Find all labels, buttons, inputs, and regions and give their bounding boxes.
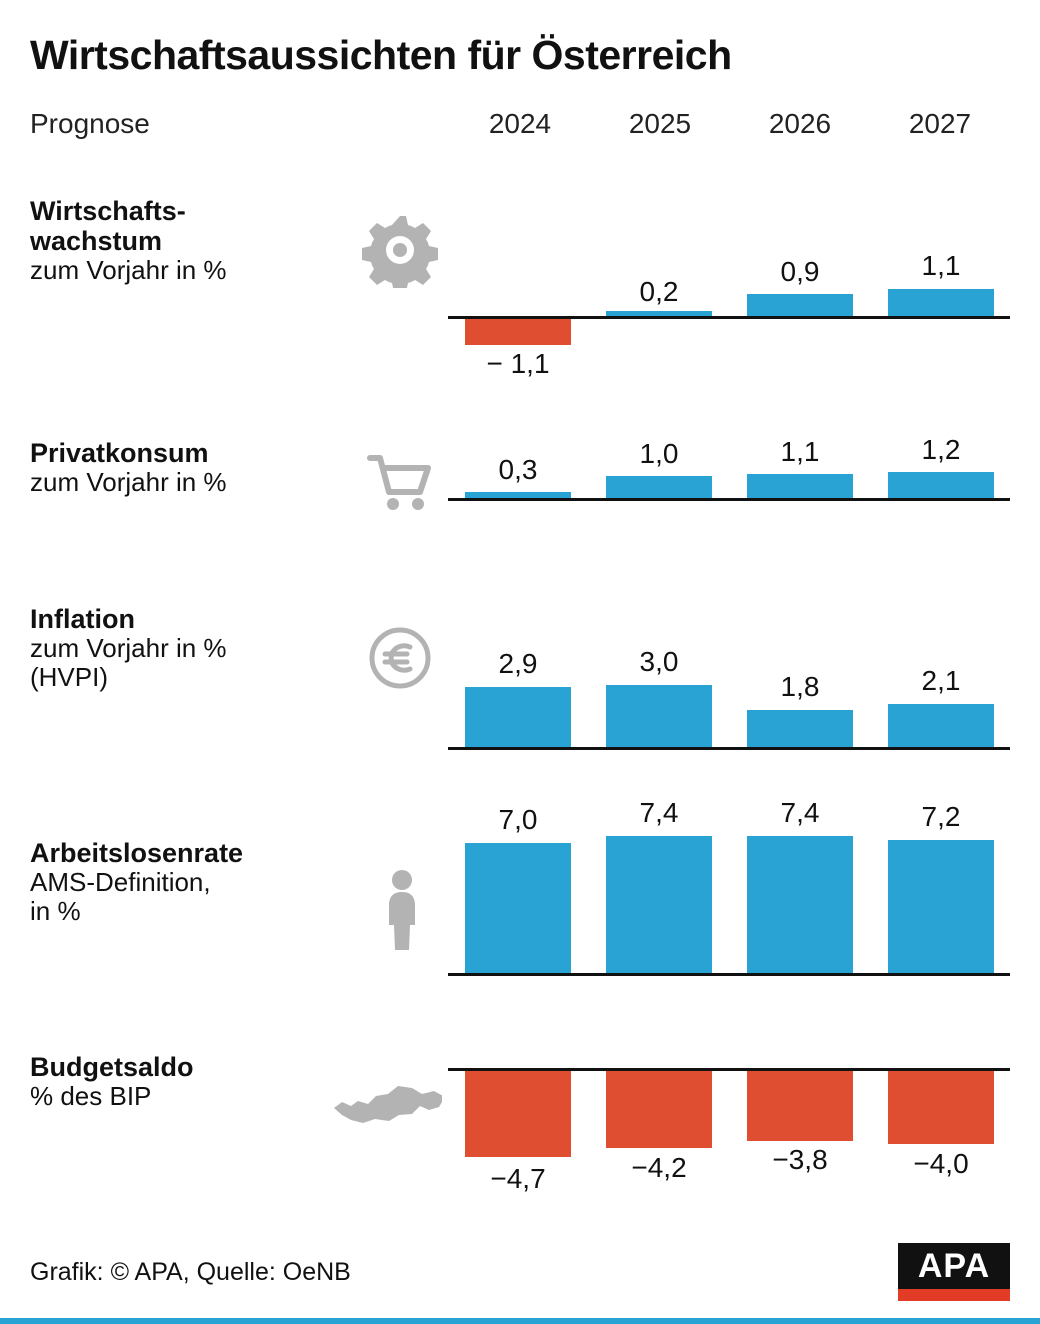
- bar[interactable]: [747, 1071, 853, 1141]
- section-label: [30, 438, 360, 497]
- bar[interactable]: [888, 840, 994, 973]
- bar-value-label: 2,1: [921, 665, 961, 696]
- section-title: Arbeitslosenrate: [30, 838, 244, 868]
- bar[interactable]: [465, 319, 571, 345]
- chart-privatkonsum: [448, 430, 1010, 560]
- bar-group: [589, 190, 729, 390]
- chart-bars: [448, 1040, 1010, 1230]
- section-subtitle-line2: in %: [30, 896, 81, 927]
- section-title-line1: Wirtschafts-: [30, 196, 186, 226]
- chart-bars: [448, 600, 1010, 760]
- bar-group: [730, 600, 870, 760]
- section-privatkonsum: [0, 430, 1040, 560]
- bar-value-label: 0,9: [780, 256, 820, 287]
- bar-value-label: 1,8: [780, 671, 820, 702]
- bar-value-label: − 1,1: [486, 348, 550, 379]
- bar-value-label: −4,0: [913, 1148, 969, 1179]
- chart-wirtschaftswachstum: [448, 190, 1010, 390]
- bar-group: [589, 790, 729, 990]
- bar-group: [730, 790, 870, 990]
- bar-group: [448, 1040, 588, 1230]
- section-subtitle-line1: AMS-Definition,: [30, 867, 211, 898]
- section-arbeitslosenrate: [0, 790, 1040, 990]
- section-subtitle-line1: zum Vorjahr in %: [30, 633, 227, 664]
- bar-value-label: 7,2: [921, 801, 961, 832]
- bar-group: [589, 1040, 729, 1230]
- bar-value-label: 0,3: [498, 454, 538, 485]
- bar[interactable]: [465, 492, 571, 498]
- section-title-line2: wachstum: [30, 226, 163, 257]
- section-subtitle: % des BIP: [30, 1081, 152, 1112]
- bar[interactable]: [888, 289, 994, 316]
- bar[interactable]: [888, 704, 994, 747]
- section-label: [30, 196, 360, 286]
- bottom-rule: [0, 1318, 1040, 1324]
- year-header: 2024: [488, 108, 552, 139]
- bar-value-label: 2,9: [498, 648, 538, 679]
- section-title: Inflation: [30, 604, 135, 634]
- bar-group: [448, 430, 588, 560]
- section-title: Budgetsaldo: [30, 1052, 194, 1082]
- bar-value-label: 1,2: [921, 434, 961, 465]
- bar-group: [448, 600, 588, 760]
- bar[interactable]: [747, 294, 853, 316]
- chart-bars: [448, 430, 1010, 560]
- bar-group: [871, 190, 1011, 390]
- chart-budgetsaldo: [448, 1040, 1010, 1230]
- year-header-row: [450, 108, 1010, 140]
- bar-group: [730, 1040, 870, 1230]
- bar-value-label: −4,2: [631, 1152, 687, 1183]
- bar[interactable]: [465, 843, 571, 973]
- section-subtitle-line2: (HVPI): [30, 662, 108, 693]
- euro-coin-icon: [368, 626, 432, 695]
- section-budgetsaldo: [0, 1040, 1040, 1230]
- bar-value-label: 7,4: [639, 797, 679, 828]
- year-header: 2026: [768, 108, 832, 139]
- chart-arbeitslosenrate: [448, 790, 1010, 990]
- bar[interactable]: [747, 474, 853, 498]
- bar-value-label: −3,8: [772, 1144, 828, 1175]
- bar-value-label: 1,1: [780, 436, 820, 467]
- section-label: [30, 604, 360, 692]
- bar[interactable]: [747, 836, 853, 973]
- chart-bars: [448, 190, 1010, 390]
- apa-logo: APA: [898, 1243, 1010, 1301]
- bar[interactable]: [465, 687, 571, 747]
- section-title: Privatkonsum: [30, 438, 209, 468]
- bar[interactable]: [747, 710, 853, 747]
- person-icon: [380, 868, 424, 957]
- bar-group: [589, 600, 729, 760]
- bar-group: [589, 430, 729, 560]
- bar[interactable]: [606, 836, 712, 973]
- section-inflation: [0, 600, 1040, 760]
- bar-group: [871, 600, 1011, 760]
- austria-map-icon: [330, 1078, 442, 1137]
- bar[interactable]: [606, 1071, 712, 1148]
- bar-value-label: 1,1: [921, 250, 961, 281]
- bar-value-label: 7,4: [780, 797, 820, 828]
- page-title: Wirtschaftsaussichten für Österreich: [30, 32, 732, 78]
- bar-value-label: 1,0: [639, 438, 679, 469]
- bar-value-label: −4,7: [490, 1163, 546, 1194]
- section-subtitle: zum Vorjahr in %: [30, 467, 227, 498]
- subheading: Prognose: [30, 108, 150, 139]
- bar[interactable]: [606, 685, 712, 747]
- bar-group: [448, 190, 588, 390]
- bar[interactable]: [606, 311, 712, 316]
- source-credit: Grafik: © APA, Quelle: OeNB: [30, 1258, 351, 1286]
- bar[interactable]: [606, 476, 712, 498]
- bar-group: [871, 430, 1011, 560]
- bar-group: [871, 790, 1011, 990]
- bar-value-label: 0,2: [639, 276, 679, 307]
- section-wirtschaftswachstum: [0, 190, 1040, 390]
- bar-group: [871, 1040, 1011, 1230]
- chart-inflation: [448, 600, 1010, 760]
- bar-group: [730, 430, 870, 560]
- bar-value-label: 3,0: [639, 646, 679, 677]
- bar-group: [448, 790, 588, 990]
- section-subtitle: zum Vorjahr in %: [30, 255, 227, 286]
- bar[interactable]: [888, 472, 994, 498]
- year-header: 2027: [908, 108, 972, 139]
- year-header: 2025: [628, 108, 692, 139]
- gear-icon: [362, 212, 438, 293]
- bar[interactable]: [465, 1071, 571, 1157]
- section-label: [30, 1052, 360, 1111]
- chart-bars: [448, 790, 1010, 990]
- bar[interactable]: [888, 1071, 994, 1144]
- bar-value-label: 7,0: [498, 804, 538, 835]
- bar-group: [730, 190, 870, 390]
- section-label: [30, 838, 360, 926]
- shopping-cart-icon: [366, 446, 438, 523]
